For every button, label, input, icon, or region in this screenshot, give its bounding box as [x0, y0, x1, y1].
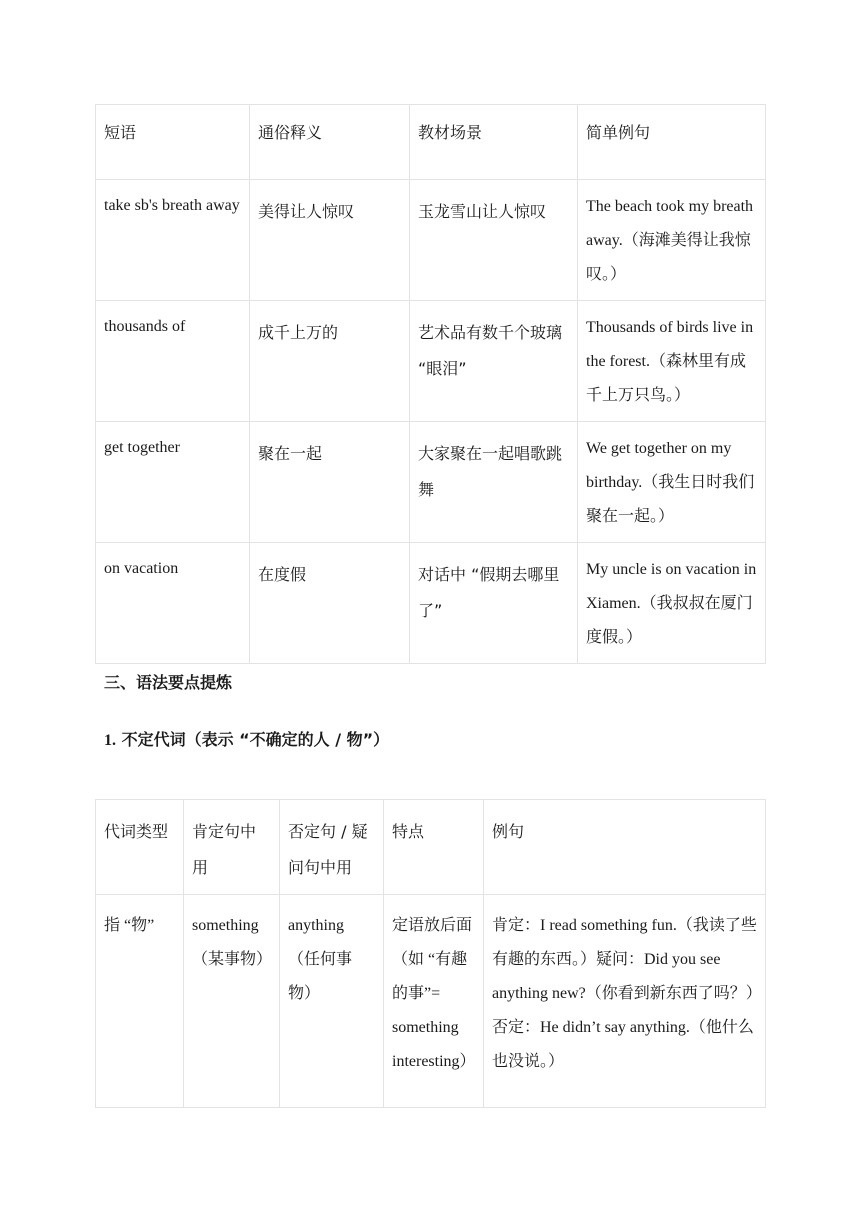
- header-cell: 否定句 / 疑问句中用: [280, 800, 384, 895]
- header-cell: 教材场景: [410, 105, 578, 180]
- phrase-cell: take sb's breath away: [96, 180, 250, 301]
- feature-cell: 定语放后面（如 “有趣的事”= something interesting）: [384, 895, 484, 1108]
- phrase-cell: on vacation: [96, 543, 250, 664]
- subheading-text: 不定代词（表示 “不确定的人 / 物”）: [121, 730, 390, 749]
- header-cell: 短语: [96, 105, 250, 180]
- meaning-cell: 美得让人惊叹: [250, 180, 410, 301]
- table-row: [96, 543, 766, 664]
- table-header-row: [96, 800, 766, 895]
- table-row: [96, 895, 766, 1108]
- subheading-number: 1.: [104, 732, 116, 749]
- example-cell: Thousands of birds live in the forest.（森林里有成千上万只鸟。）: [578, 301, 766, 422]
- section-heading: 三、语法要点提炼: [104, 673, 233, 692]
- example-cell: My uncle is on vacation in Xiamen.（我叔叔在厦门度假。）: [578, 543, 766, 664]
- negative-question-cell: anything（任何事物）: [280, 895, 384, 1108]
- header-cell: 代词类型: [96, 800, 184, 895]
- meaning-cell: 聚在一起: [250, 422, 410, 543]
- meaning-cell: 成千上万的: [250, 301, 410, 422]
- scene-cell: 大家聚在一起唱歌跳舞: [410, 422, 578, 543]
- scene-cell: 对话中 “假期去哪里了”: [410, 543, 578, 664]
- scene-cell: 玉龙雪山让人惊叹: [410, 180, 578, 301]
- example-cell: The beach took my breath away.（海滩美得让我惊叹。）: [578, 180, 766, 301]
- example-cell: We get together on my birthday.（我生日时我们聚在一起。）: [578, 422, 766, 543]
- subheading: [104, 727, 389, 750]
- phrase-cell: thousands of: [96, 301, 250, 422]
- meaning-cell: 在度假: [250, 543, 410, 664]
- phrases-table: [95, 104, 766, 664]
- affirmative-cell: something（某事物）: [184, 895, 280, 1108]
- table-header-row: [96, 105, 766, 180]
- header-cell: 特点: [384, 800, 484, 895]
- table-row: [96, 422, 766, 543]
- example-cell: 肯定：I read something fun.（我读了些有趣的东西。）疑问：Did you see anything new?（你看到新东西了吗？）否定：He didn’t say anything.（他什么也没说。）: [484, 895, 766, 1108]
- type-cell: 指 “物”: [96, 895, 184, 1108]
- header-cell: 例句: [484, 800, 766, 895]
- phrase-cell: get together: [96, 422, 250, 543]
- table-row: [96, 180, 766, 301]
- header-cell: 肯定句中用: [184, 800, 280, 895]
- scene-cell: 艺术品有数千个玻璃 “眼泪”: [410, 301, 578, 422]
- header-cell: 简单例句: [578, 105, 766, 180]
- pronoun-table: [95, 799, 766, 1108]
- header-cell: 通俗释义: [250, 105, 410, 180]
- table-row: [96, 301, 766, 422]
